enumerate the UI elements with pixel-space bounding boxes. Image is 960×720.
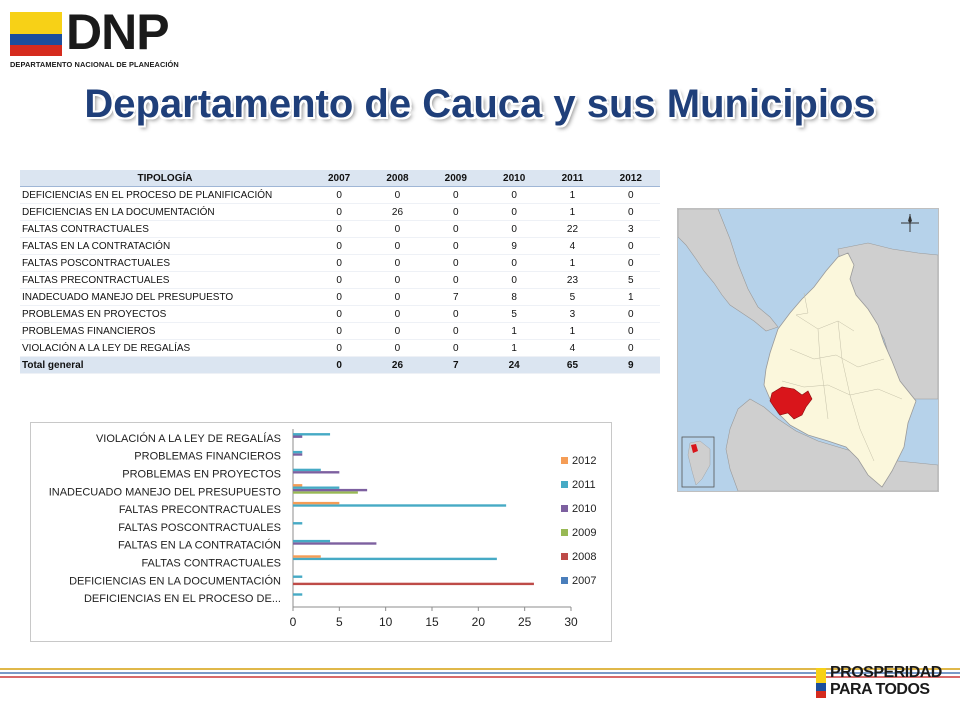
compass-icon bbox=[901, 214, 919, 232]
colombia-flag-icon bbox=[816, 668, 826, 698]
row-label: INADECUADO MANEJO DEL PRESUPUESTO bbox=[20, 289, 310, 306]
table-row bbox=[20, 272, 660, 289]
cell-value: 0 bbox=[602, 238, 660, 255]
legend-label: 2008 bbox=[572, 551, 597, 563]
cell-value: 0 bbox=[485, 221, 543, 238]
header-year: 2009 bbox=[427, 170, 485, 187]
bar-2010 bbox=[293, 471, 339, 473]
cell-value: 5 bbox=[602, 272, 660, 289]
cell-value: 0 bbox=[485, 187, 543, 204]
cell-value: 0 bbox=[427, 272, 485, 289]
cell-value: 4 bbox=[543, 340, 601, 357]
bar-2008 bbox=[293, 583, 534, 585]
cell-value: 0 bbox=[310, 306, 368, 323]
total-row bbox=[20, 357, 660, 374]
table-row bbox=[20, 306, 660, 323]
x-tick-label: 25 bbox=[517, 615, 532, 629]
table-header-row bbox=[20, 170, 660, 187]
bar-2011 bbox=[293, 487, 339, 489]
colombia-flag-icon bbox=[10, 12, 62, 56]
cell-value: 0 bbox=[310, 238, 368, 255]
cell-value: 0 bbox=[602, 323, 660, 340]
cell-value: 23 bbox=[543, 272, 601, 289]
total-value: 0 bbox=[310, 357, 368, 374]
footer-line1: PROSPERIDAD bbox=[830, 664, 942, 681]
category-label: FALTAS PRECONTRACTUALES bbox=[118, 504, 281, 517]
bar-2010 bbox=[293, 453, 302, 455]
cell-value: 0 bbox=[368, 289, 426, 306]
cell-value: 5 bbox=[485, 306, 543, 323]
map-graphic bbox=[678, 209, 938, 491]
legend-label: 2007 bbox=[572, 575, 597, 587]
cell-value: 0 bbox=[427, 238, 485, 255]
cell-value: 0 bbox=[368, 323, 426, 340]
row-label: DEFICIENCIAS EN EL PROCESO DE PLANIFICACIÓN bbox=[20, 187, 310, 204]
bar-2011 bbox=[293, 451, 302, 453]
legend-label: 2011 bbox=[572, 479, 596, 491]
category-label: DEFICIENCIAS EN LA DOCUMENTACIÓN bbox=[69, 575, 281, 588]
category-label: FALTAS CONTRACTUALES bbox=[141, 557, 281, 570]
cell-value: 7 bbox=[427, 289, 485, 306]
cell-value: 0 bbox=[427, 204, 485, 221]
bar-chart-frame bbox=[30, 422, 612, 642]
bar-2011 bbox=[293, 593, 302, 595]
row-label: FALTAS POSCONTRACTUALES bbox=[20, 255, 310, 272]
cell-value: 0 bbox=[427, 340, 485, 357]
cell-value: 3 bbox=[602, 221, 660, 238]
legend-label: 2012 bbox=[572, 455, 597, 467]
table-row bbox=[20, 221, 660, 238]
total-value: 24 bbox=[485, 357, 543, 374]
row-label: FALTAS EN LA CONTRATACIÓN bbox=[20, 238, 310, 255]
cell-value: 9 bbox=[485, 238, 543, 255]
header-year: 2012 bbox=[602, 170, 660, 187]
bar-2010 bbox=[293, 542, 376, 544]
row-label: FALTAS CONTRACTUALES bbox=[20, 221, 310, 238]
bar-2011 bbox=[293, 433, 330, 435]
cell-value: 0 bbox=[310, 289, 368, 306]
cell-value: 1 bbox=[485, 340, 543, 357]
cell-value: 0 bbox=[427, 255, 485, 272]
logo-name: DNP bbox=[66, 4, 169, 60]
bar-2011 bbox=[293, 469, 321, 471]
x-tick-label: 15 bbox=[425, 615, 439, 629]
prosperidad-text bbox=[830, 664, 942, 698]
footer-line2: PARA TODOS bbox=[830, 681, 930, 698]
bar-2011 bbox=[293, 540, 330, 542]
cell-value: 0 bbox=[368, 187, 426, 204]
bar-2012 bbox=[293, 484, 302, 486]
legend-label: 2010 bbox=[572, 503, 597, 515]
bar-2012 bbox=[293, 502, 339, 504]
dnp-logo bbox=[10, 4, 210, 72]
cell-value: 0 bbox=[368, 255, 426, 272]
legend-swatch bbox=[561, 577, 568, 584]
cell-value: 0 bbox=[368, 306, 426, 323]
cell-value: 0 bbox=[485, 204, 543, 221]
cell-value: 0 bbox=[427, 323, 485, 340]
row-label: VIOLACIÓN A LA LEY DE REGALÍAS bbox=[20, 340, 310, 357]
category-label: INADECUADO MANEJO DEL PRESUPUESTO bbox=[48, 486, 281, 499]
total-value: 9 bbox=[602, 357, 660, 374]
x-tick-label: 20 bbox=[471, 615, 486, 629]
bar-2009 bbox=[293, 491, 358, 493]
bar-2011 bbox=[293, 558, 497, 560]
category-label: VIOLACIÓN A LA LEY DE REGALÍAS bbox=[95, 432, 281, 445]
cell-value: 0 bbox=[310, 221, 368, 238]
bar-2012 bbox=[293, 555, 321, 557]
row-label: PROBLEMAS EN PROYECTOS bbox=[20, 306, 310, 323]
table-row bbox=[20, 255, 660, 272]
category-label: DEFICIENCIAS EN EL PROCESO DE... bbox=[83, 593, 281, 606]
bar-chart bbox=[31, 423, 611, 641]
legend-label: 2009 bbox=[572, 527, 597, 539]
cell-value: 0 bbox=[310, 255, 368, 272]
cell-value: 0 bbox=[485, 272, 543, 289]
cell-value: 0 bbox=[602, 306, 660, 323]
bar-2010 bbox=[293, 489, 367, 491]
bar-2011 bbox=[293, 576, 302, 578]
x-tick-label: 10 bbox=[378, 615, 393, 629]
category-label: FALTAS EN LA CONTRATACIÓN bbox=[118, 539, 281, 552]
table-row bbox=[20, 323, 660, 340]
cell-value: 0 bbox=[310, 323, 368, 340]
x-tick-label: 30 bbox=[564, 615, 578, 629]
x-tick-label: 5 bbox=[335, 615, 343, 629]
category-label: FALTAS POSCONTRACTUALES bbox=[118, 521, 281, 534]
legend-swatch bbox=[561, 529, 568, 536]
total-label: Total general bbox=[20, 357, 310, 374]
cell-value: 8 bbox=[485, 289, 543, 306]
cell-value: 0 bbox=[368, 272, 426, 289]
header-tipologia: TIPOLOGÍA bbox=[20, 170, 310, 187]
central-america-land bbox=[678, 209, 778, 331]
cell-value: 0 bbox=[427, 221, 485, 238]
table-row bbox=[20, 238, 660, 255]
header-year: 2007 bbox=[310, 170, 368, 187]
cell-value: 0 bbox=[310, 272, 368, 289]
cell-value: 0 bbox=[310, 187, 368, 204]
table-row bbox=[20, 204, 660, 221]
cell-value: 0 bbox=[310, 340, 368, 357]
cell-value: 0 bbox=[368, 221, 426, 238]
cell-value: 3 bbox=[543, 306, 601, 323]
cell-value: 1 bbox=[543, 255, 601, 272]
cell-value: 0 bbox=[602, 204, 660, 221]
legend-swatch bbox=[561, 505, 568, 512]
category-label: PROBLEMAS FINANCIEROS bbox=[134, 450, 281, 463]
cell-value: 4 bbox=[543, 238, 601, 255]
bar-2011 bbox=[293, 504, 506, 506]
tipologia-table bbox=[20, 170, 660, 374]
header-year: 2010 bbox=[485, 170, 543, 187]
cell-value: 0 bbox=[310, 204, 368, 221]
total-value: 7 bbox=[427, 357, 485, 374]
table-row bbox=[20, 187, 660, 204]
cell-value: 1 bbox=[543, 187, 601, 204]
cell-value: 1 bbox=[485, 323, 543, 340]
header-year: 2008 bbox=[368, 170, 426, 187]
legend-swatch bbox=[561, 457, 568, 464]
bar-2010 bbox=[293, 436, 302, 438]
cell-value: 26 bbox=[368, 204, 426, 221]
category-label: PROBLEMAS EN PROYECTOS bbox=[122, 468, 281, 481]
prosperidad-logo bbox=[816, 666, 946, 702]
cell-value: 0 bbox=[368, 238, 426, 255]
cell-value: 0 bbox=[602, 187, 660, 204]
page-title: Departamento de Cauca y sus Municipios bbox=[84, 82, 876, 126]
x-tick-label: 0 bbox=[289, 615, 297, 629]
cell-value: 1 bbox=[602, 289, 660, 306]
header-year: 2011 bbox=[543, 170, 601, 187]
total-value: 65 bbox=[543, 357, 601, 374]
legend-swatch bbox=[561, 553, 568, 560]
cell-value: 1 bbox=[543, 323, 601, 340]
cell-value: 0 bbox=[368, 340, 426, 357]
row-label: PROBLEMAS FINANCIEROS bbox=[20, 323, 310, 340]
cell-value: 0 bbox=[427, 306, 485, 323]
inset-map bbox=[682, 437, 714, 487]
cell-value: 0 bbox=[602, 340, 660, 357]
cell-value: 1 bbox=[543, 204, 601, 221]
table-row bbox=[20, 289, 660, 306]
row-label: FALTAS PRECONTRACTUALES bbox=[20, 272, 310, 289]
row-label: DEFICIENCIAS EN LA DOCUMENTACIÓN bbox=[20, 204, 310, 221]
table-row bbox=[20, 340, 660, 357]
cell-value: 5 bbox=[543, 289, 601, 306]
logo-subtitle: DEPARTAMENTO NACIONAL DE PLANEACIÓN bbox=[10, 60, 179, 69]
bar-2011 bbox=[293, 522, 302, 524]
colombia-map bbox=[677, 208, 939, 492]
cell-value: 0 bbox=[485, 255, 543, 272]
cell-value: 0 bbox=[427, 187, 485, 204]
cell-value: 0 bbox=[602, 255, 660, 272]
legend-swatch bbox=[561, 481, 568, 488]
cell-value: 22 bbox=[543, 221, 601, 238]
total-value: 26 bbox=[368, 357, 426, 374]
